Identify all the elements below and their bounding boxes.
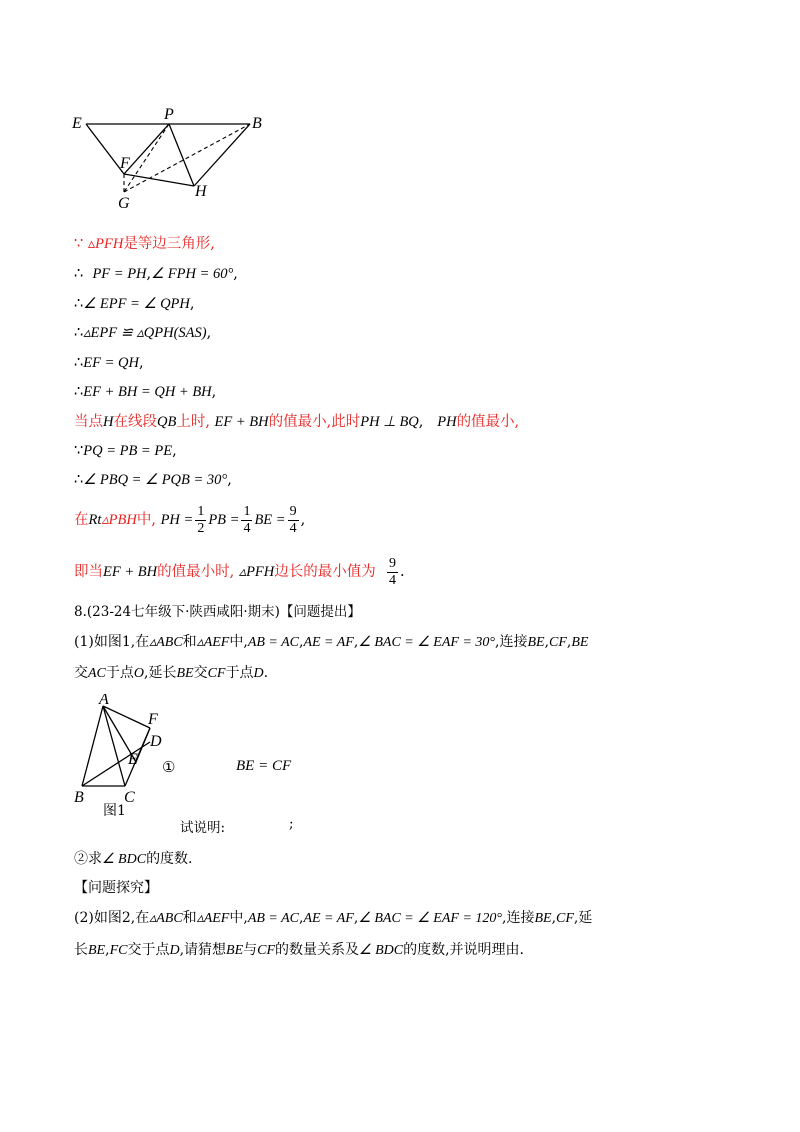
math-aef: ▵AEF: [196, 911, 230, 926]
math-be: BE: [571, 635, 589, 650]
math-o: O: [133, 666, 145, 681]
triangle-symbol: ▵: [87, 236, 96, 252]
comma: ,: [146, 266, 152, 282]
figure-1-caption: 图1: [103, 803, 126, 819]
text: 交: [193, 665, 208, 681]
math-efbh: EF + BH: [103, 564, 158, 580]
therefore-symbol: ∴: [74, 472, 84, 488]
comma: ,: [418, 414, 424, 430]
text: 的度数,并说明理由.: [403, 942, 524, 958]
text: 上时,: [176, 414, 210, 430]
math-fc: FC: [109, 943, 128, 958]
text: 长: [74, 942, 88, 958]
therefore-symbol: ∴: [74, 266, 84, 282]
math-eq: ∠ BAC = ∠ EAF = 30°: [358, 635, 496, 650]
sol-line-8: [74, 441, 177, 461]
fraction-9-4: [387, 556, 398, 589]
math-be: BE =: [254, 512, 286, 528]
label-e: E: [72, 115, 82, 132]
text: 中,: [229, 634, 248, 650]
text: 在: [74, 512, 89, 528]
comma: ,: [299, 634, 304, 650]
math-cf: CF: [257, 943, 276, 958]
text: ,连接: [502, 910, 535, 926]
fraction-9-4: [288, 504, 299, 537]
fraction-1-4: [241, 504, 252, 537]
math-cf: CF: [207, 666, 226, 681]
text: 交于点: [127, 942, 170, 958]
math-eq: AE = AF: [303, 635, 354, 650]
comma: ,: [551, 910, 557, 926]
math-d: D: [253, 666, 264, 681]
problem-part2-line2: [74, 940, 524, 961]
sol-line-10: [74, 502, 305, 538]
text: (2)如图2,在: [74, 910, 150, 926]
text: 当点: [74, 414, 103, 430]
math-angle: ∠ BDC: [102, 852, 147, 867]
text: 是等边三角形,: [123, 236, 215, 252]
denominator: 2: [197, 520, 205, 536]
text: 边长的最小值为: [274, 564, 376, 580]
period: .: [263, 665, 269, 681]
text: 和: [182, 634, 197, 650]
math-perp: PH ⊥ BQ: [360, 414, 419, 430]
period: .: [399, 564, 405, 580]
label-g: G: [118, 195, 130, 212]
math-eq: PQ = PB = PE: [83, 443, 173, 459]
math-eq: AB = AC: [247, 911, 299, 926]
label-b: B: [252, 115, 262, 132]
text: ,连接: [495, 634, 528, 650]
figure-1: [70, 694, 180, 804]
therefore-symbol: ∴: [74, 355, 84, 371]
text: 的值最小,此时: [268, 414, 361, 430]
comma: ,: [227, 472, 232, 488]
math-triangle: ▵PFH: [238, 564, 275, 580]
math-d: D: [169, 943, 180, 958]
sol-line-5: [74, 353, 144, 373]
figure-epb: [64, 104, 324, 214]
text: 中,: [136, 512, 156, 528]
text: ,请猜想: [179, 942, 227, 958]
label-h: H: [195, 183, 207, 200]
math-be: BE: [527, 635, 545, 650]
comma: ,: [206, 325, 212, 341]
text: 于点: [105, 665, 134, 681]
math-eq: ∠ BAC = ∠ EAF = 120°: [358, 911, 503, 926]
comma: ,: [138, 355, 144, 371]
text: 的数量关系及: [275, 942, 360, 958]
math-eq: EF = QH: [83, 355, 139, 371]
fig1-label-c: C: [124, 789, 135, 804]
fig1-label-b: B: [74, 789, 84, 804]
math-eq: PF = PH: [92, 266, 147, 282]
math-triangle: ▵PBH: [101, 512, 137, 528]
math-eq: ∠ FPH = 60°: [151, 266, 234, 282]
label-f: F: [120, 155, 130, 172]
comma: ,: [105, 942, 110, 958]
fig1-label-d: D: [150, 733, 162, 750]
problem-header: 8.(23-24七年级下·陕西咸阳·期末)【问题提出】: [74, 604, 361, 620]
math-pb: PB =: [208, 512, 240, 528]
numerator: 9: [388, 555, 396, 571]
text: 于点: [225, 665, 254, 681]
comma: ,: [189, 296, 195, 312]
text: 的值最小,: [456, 414, 520, 430]
problem-part2-line1: [74, 908, 592, 929]
question-1-equation: BE = CF: [236, 758, 292, 774]
comma: ,: [544, 634, 550, 650]
math-be: BE: [534, 911, 552, 926]
question-2-marker: ②: [74, 851, 88, 867]
math-aef: ▵AEF: [196, 635, 230, 650]
math-eq: ∠ PBQ = ∠ PQB = 30°: [83, 472, 228, 488]
text: 和: [182, 910, 197, 926]
denominator: 4: [243, 520, 251, 536]
numerator: 1: [197, 503, 205, 519]
math-angle: ∠ BDC: [359, 943, 404, 958]
math-eq: EF + BH = QH + BH: [83, 384, 212, 400]
text: 的值最小时,: [157, 564, 235, 580]
comma: ,: [172, 443, 177, 459]
therefore-symbol: ∴: [74, 384, 84, 400]
sol-line-1: [74, 234, 215, 254]
sol-line-2: [74, 264, 238, 284]
text: ,延: [573, 910, 593, 926]
math-eq: AE = AF: [303, 911, 354, 926]
sol-line-11: [74, 552, 405, 592]
comma: ,: [300, 512, 306, 528]
therefore-symbol: ∴: [74, 325, 84, 341]
numerator: 1: [243, 503, 251, 519]
text: 求: [88, 851, 102, 867]
math-ph: PH: [437, 414, 457, 430]
denominator: 4: [289, 520, 297, 536]
math-sas: (SAS): [173, 325, 207, 341]
comma: ,: [233, 266, 238, 282]
sol-line-3: [74, 294, 195, 314]
semicolon: ;: [289, 816, 294, 832]
question-2: [74, 849, 193, 870]
comma: ,: [211, 384, 217, 400]
therefore-symbol: ∴: [74, 296, 84, 312]
numerator: 9: [289, 503, 297, 519]
text: 与: [243, 942, 258, 958]
comma: ,: [353, 634, 359, 650]
comma: ,: [299, 910, 304, 926]
section-header-explore: 【问题探究】: [74, 880, 158, 896]
comma: ,: [353, 910, 359, 926]
label-p: P: [164, 106, 174, 123]
math-h: H: [103, 414, 114, 430]
because-symbol: ∵: [74, 443, 84, 459]
problem-part1-line1: [74, 632, 588, 653]
math-be: BE: [176, 666, 194, 681]
math-be: BE: [226, 943, 244, 958]
comma: ,: [566, 634, 572, 650]
math-eq: AB = AC: [247, 635, 299, 650]
fig1-label-f: F: [148, 711, 158, 728]
text: 中,: [229, 910, 248, 926]
text: 即当: [74, 564, 103, 580]
text: 交: [74, 665, 88, 681]
math-ph: PH =: [160, 512, 194, 528]
problem-part1-line2: [74, 663, 268, 684]
math-efbh: EF + BH: [214, 414, 269, 430]
question-1-marker: ①: [162, 758, 176, 776]
math-cf: CF: [549, 635, 567, 650]
explain-label: 试说明:: [180, 820, 226, 836]
math-pfh: PFH: [95, 236, 124, 252]
sol-line-4: [74, 323, 211, 343]
math-rt: Rt: [88, 512, 102, 528]
text: ,延长: [144, 665, 177, 681]
math-ac: AC: [88, 666, 106, 681]
math-eq: ▵EPF ≌ ▵QPH: [83, 325, 174, 341]
because-symbol: ∵: [74, 236, 84, 252]
text: 的度数.: [146, 851, 193, 867]
fig1-label-a: A: [99, 694, 109, 708]
denominator: 4: [388, 572, 396, 588]
fraction-1-2: [195, 504, 206, 537]
math-cf: CF: [556, 911, 574, 926]
sol-line-6: [74, 382, 216, 402]
math-be: BE: [88, 943, 106, 958]
text: (1)如图1,在: [74, 634, 150, 650]
text: 在线段: [113, 414, 157, 430]
math-abc: ▵ABC: [149, 635, 183, 650]
sol-line-7: [74, 412, 519, 432]
math-qb: QB: [156, 414, 177, 430]
math-eq: ∠ EPF = ∠ QPH: [83, 296, 190, 312]
math-abc: ▵ABC: [149, 911, 183, 926]
sol-line-9: [74, 470, 232, 490]
fig1-label-e: E: [128, 751, 138, 768]
